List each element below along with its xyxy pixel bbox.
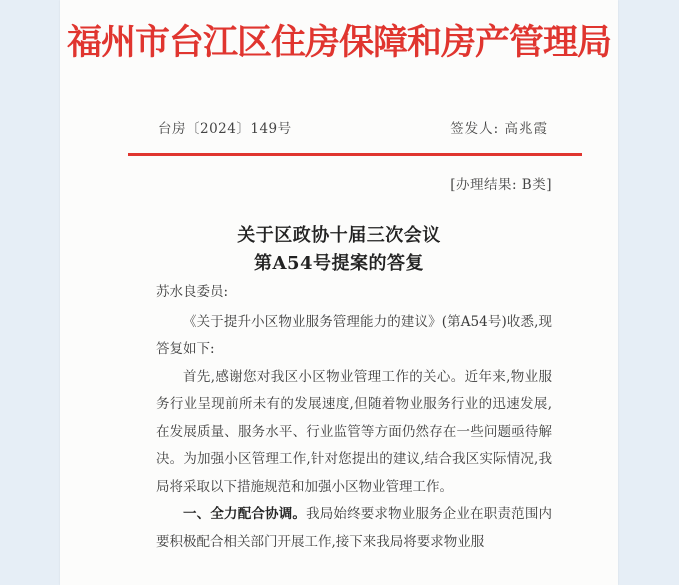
letterhead-divider (128, 153, 582, 156)
acknowledgement-paragraph: 《关于提升小区物业服务管理能力的建议》(第A54号)收悉,现答复如下: (156, 313, 552, 357)
intro-paragraph: 首先,感谢您对我区小区物业管理工作的关心。近年来,物业服务行业呈现前所未有的发展速度,但随着物业服务行业的迅速发展,在发展质量、服务水平、行业监管等方面仍然存在一些问题亟待解决。为加强小区管理工作,针对您提出的建议,结合我区实际情况,我局将采取以下措施规范和加强小区物业管理工作。 (156, 368, 552, 495)
heading-line-1: 关于区政协十届三次会议 (237, 225, 441, 246)
signer-label: 签发人: (450, 121, 500, 137)
signer-name: 高兆霞 (504, 121, 548, 137)
point-1-text: 我局始终要求物业服务企业在职责范围内要积极配合相关部门开展工作,接下来我局将要求物业服 (156, 506, 553, 550)
document-heading (60, 222, 618, 278)
document-number: 台房〔2024〕149号 (158, 121, 292, 137)
document-page (60, 0, 618, 585)
agency-letterhead: 福州市台江区住房保障和房产管理局 (66, 22, 611, 63)
salutation: 苏水良委员: (156, 284, 229, 300)
signer (450, 117, 548, 137)
heading-line-2: 第A54号提案的答复 (253, 253, 424, 274)
point-1-paragraph (156, 501, 552, 556)
handling-result: [办理结果: B类] (450, 177, 552, 193)
point-1-title: 一、全力配合协调。 (183, 506, 307, 522)
document-body (156, 279, 552, 556)
